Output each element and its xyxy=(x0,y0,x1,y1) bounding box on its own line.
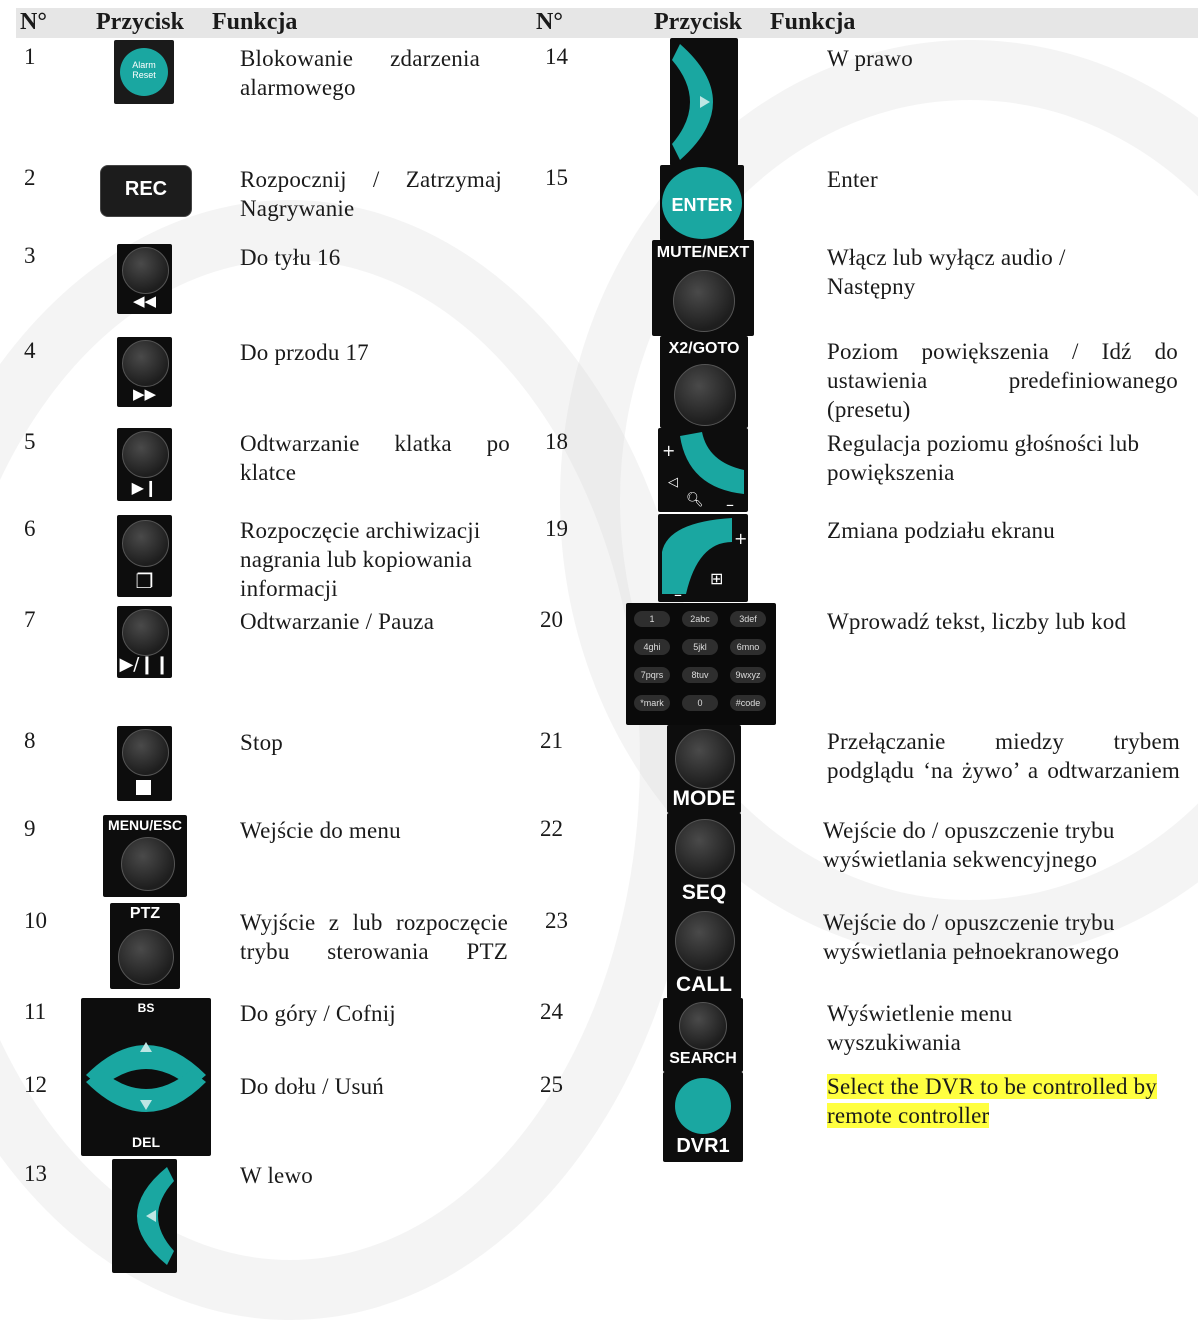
row-description: Rozpocznij / Zatrzymaj Nagrywanie xyxy=(240,167,502,221)
ptz-label: PTZ xyxy=(129,905,161,922)
row-description: Odtwarzanie / Pauza xyxy=(240,609,435,634)
row-number: 14 xyxy=(545,44,568,69)
enter-label: ENTER xyxy=(671,195,733,215)
header-function-right: Funkcja xyxy=(770,9,856,35)
row-description: Przełączanie miedzy trybem podglądu ‘na żywo’ a odtwarzaniem xyxy=(827,729,1180,783)
keypad-key[interactable]: 5jkl xyxy=(682,639,718,655)
keypad-key[interactable]: 7pqrs xyxy=(634,667,670,683)
mute-next-button[interactable] xyxy=(652,240,754,336)
menu-esc-label: MENU/ESC xyxy=(108,817,182,833)
stop-knob xyxy=(122,729,169,776)
row-description: Wyjście z lub rozpoczęcie trybu sterowania PTZ xyxy=(240,910,508,964)
row-description: Wyświetlenie menu wyszukiwania xyxy=(827,1001,1013,1055)
rewind-knob xyxy=(122,247,169,294)
svg-text:–: – xyxy=(726,495,734,512)
play-pause-knob xyxy=(122,609,169,656)
row-description: Poziom powiększenia / Idź do ustawienia predefiniowanego (presetu) xyxy=(827,339,1178,422)
mute-next-knob xyxy=(673,270,735,332)
call-label: CALL xyxy=(676,973,732,996)
row-description xyxy=(827,1072,1167,1130)
down-arrow-key[interactable] xyxy=(81,1070,211,1140)
mute-next-label: MUTE/NEXT xyxy=(656,244,750,261)
alarm-reset-label: Alarm Reset xyxy=(132,60,156,80)
mode-knob xyxy=(675,729,735,789)
row-number: 9 xyxy=(24,816,36,841)
play-pause-icon: ▶/❙❙ xyxy=(119,654,170,675)
row-description: Wprowadź tekst, liczby lub kod xyxy=(827,609,1127,634)
row-description: Stop xyxy=(240,730,283,755)
row-number: 2 xyxy=(24,165,36,190)
header-no-left: N° xyxy=(20,9,47,35)
row-description: Odtwarzanie klatka po klatce xyxy=(240,431,510,485)
fast-forward-button[interactable] xyxy=(117,337,172,407)
stop-icon xyxy=(136,780,151,795)
header-no-right: N° xyxy=(536,9,563,35)
enter-button[interactable] xyxy=(660,165,744,241)
rewind-button[interactable] xyxy=(117,244,172,314)
header-button-right: Przycisk xyxy=(654,9,742,35)
copy-button[interactable] xyxy=(117,515,172,597)
right-button[interactable] xyxy=(670,38,738,166)
x2-goto-label: X2/GOTO xyxy=(668,340,740,357)
row-description: Do dołu / Usuń xyxy=(240,1074,385,1099)
row-number: 5 xyxy=(24,429,36,454)
del-label: DEL xyxy=(132,1134,160,1150)
row-number: 3 xyxy=(24,243,36,268)
keypad-key[interactable]: 6mno xyxy=(730,639,766,655)
keypad-key[interactable]: 8tuv xyxy=(682,667,718,683)
svg-text:+: + xyxy=(734,529,748,548)
keypad-key[interactable]: 3def xyxy=(730,611,766,627)
row-number: 7 xyxy=(24,607,36,632)
seq-button[interactable] xyxy=(667,813,741,909)
dvr1-label: DVR1 xyxy=(676,1135,730,1157)
keypad-key[interactable]: *mark xyxy=(634,695,670,711)
row-number: 25 xyxy=(540,1072,563,1097)
keypad[interactable] xyxy=(626,603,776,725)
row-description: Do przodu 17 xyxy=(240,340,369,365)
mode-button[interactable] xyxy=(667,725,741,813)
row-description: Regulacja poziomu głośności lub powiększenia xyxy=(827,431,1140,485)
row-number: 1 xyxy=(24,44,36,69)
row-number: 8 xyxy=(24,728,36,753)
row-number: 10 xyxy=(24,908,47,933)
row-number: 21 xyxy=(540,728,563,753)
keypad-key[interactable]: 4ghi xyxy=(634,639,670,655)
row-description: Włącz lub wyłącz audio / Następny xyxy=(827,245,1066,299)
row-number: 19 xyxy=(545,516,568,541)
row-number: 23 xyxy=(545,908,568,933)
row-description: Enter xyxy=(827,167,878,192)
search-button[interactable] xyxy=(663,998,743,1072)
play-pause-button[interactable] xyxy=(117,606,172,678)
grid-icon: ⊞ xyxy=(710,569,724,588)
up-down-pad[interactable] xyxy=(81,998,211,1156)
header-bar-right xyxy=(530,8,1198,38)
dvr1-button[interactable] xyxy=(663,1072,743,1162)
magnifier-icon: 🔍︎ xyxy=(686,492,704,508)
fast-forward-icon: ▶▶ xyxy=(132,385,157,403)
row-description: Blokowanie zdarzenia alarmowego xyxy=(240,46,480,100)
mode-label: MODE xyxy=(672,787,736,810)
row-description: W lewo xyxy=(240,1163,313,1188)
keypad-key[interactable]: 9wxyz xyxy=(730,667,766,683)
split-screen-button[interactable] xyxy=(658,514,748,602)
row-number: 24 xyxy=(540,999,563,1024)
step-icon: ▶❙ xyxy=(131,478,158,497)
x2-goto-button[interactable] xyxy=(660,336,748,428)
keypad-key[interactable]: 1 xyxy=(634,611,670,627)
row-description: W prawo xyxy=(827,46,913,71)
x2-goto-knob xyxy=(674,364,736,426)
row-description: Zmiana podziału ekranu xyxy=(827,518,1055,543)
copy-icon: ❐ xyxy=(135,569,154,593)
dvr1-disc xyxy=(675,1078,731,1134)
row-number: 15 xyxy=(545,165,568,190)
call-button[interactable] xyxy=(667,905,741,999)
svg-text:+: + xyxy=(662,441,676,460)
stop-button[interactable] xyxy=(117,726,172,801)
seq-label: SEQ xyxy=(681,881,727,904)
rewind-icon: ◀◀ xyxy=(132,292,157,310)
highlighted-text: Select the DVR to be controlled by remote controller xyxy=(827,1074,1158,1128)
volume-zoom-button[interactable] xyxy=(658,428,748,512)
search-knob xyxy=(679,1002,727,1050)
copy-knob xyxy=(122,520,169,567)
row-description: Wejście do / opuszczenie trybu wyświetlania sekwencyjnego xyxy=(823,818,1115,872)
call-knob xyxy=(675,911,735,971)
row-description: Wejście do / opuszczenie trybu wyświetlania pełnoekranowego xyxy=(823,910,1120,964)
row-number: 11 xyxy=(24,999,47,1024)
bs-label: BS xyxy=(137,1001,155,1015)
keypad-key[interactable]: 0 xyxy=(682,695,718,711)
ptz-knob xyxy=(118,929,174,985)
header-button-left: Przycisk xyxy=(96,9,184,35)
svg-text:–: – xyxy=(674,585,682,602)
row-description: Do tyłu 16 xyxy=(240,245,341,270)
keypad-key[interactable]: #code xyxy=(730,695,766,711)
step-button[interactable] xyxy=(117,428,172,501)
step-knob xyxy=(122,431,169,478)
row-description: Wejście do menu xyxy=(240,818,401,843)
row-number: 13 xyxy=(24,1161,47,1186)
menu-esc-knob xyxy=(121,837,175,891)
left-button[interactable] xyxy=(112,1159,177,1273)
alarm-reset-button[interactable] xyxy=(114,40,174,104)
row-number: 20 xyxy=(540,607,563,632)
ptz-button[interactable] xyxy=(110,903,180,989)
menu-esc-button[interactable] xyxy=(103,815,187,897)
row-number: 4 xyxy=(24,338,36,363)
row-number: 22 xyxy=(540,816,563,841)
fast-forward-knob xyxy=(122,340,169,387)
seq-knob xyxy=(675,819,735,879)
header-function-left: Funkcja xyxy=(212,9,298,35)
row-number: 12 xyxy=(24,1072,47,1097)
rec-button[interactable] xyxy=(100,165,192,217)
row-description: Do góry / Cofnij xyxy=(240,1001,396,1026)
row-description: Rozpoczęcie archiwizacji nagrania lub kopiowania informacji xyxy=(240,518,481,601)
row-number: 18 xyxy=(545,429,568,454)
search-label: SEARCH xyxy=(669,1050,737,1067)
keypad-key[interactable]: 2abc xyxy=(682,611,718,627)
speaker-icon: ◁ xyxy=(668,475,678,490)
row-number: 6 xyxy=(24,516,36,541)
rec-label: REC xyxy=(124,178,168,200)
